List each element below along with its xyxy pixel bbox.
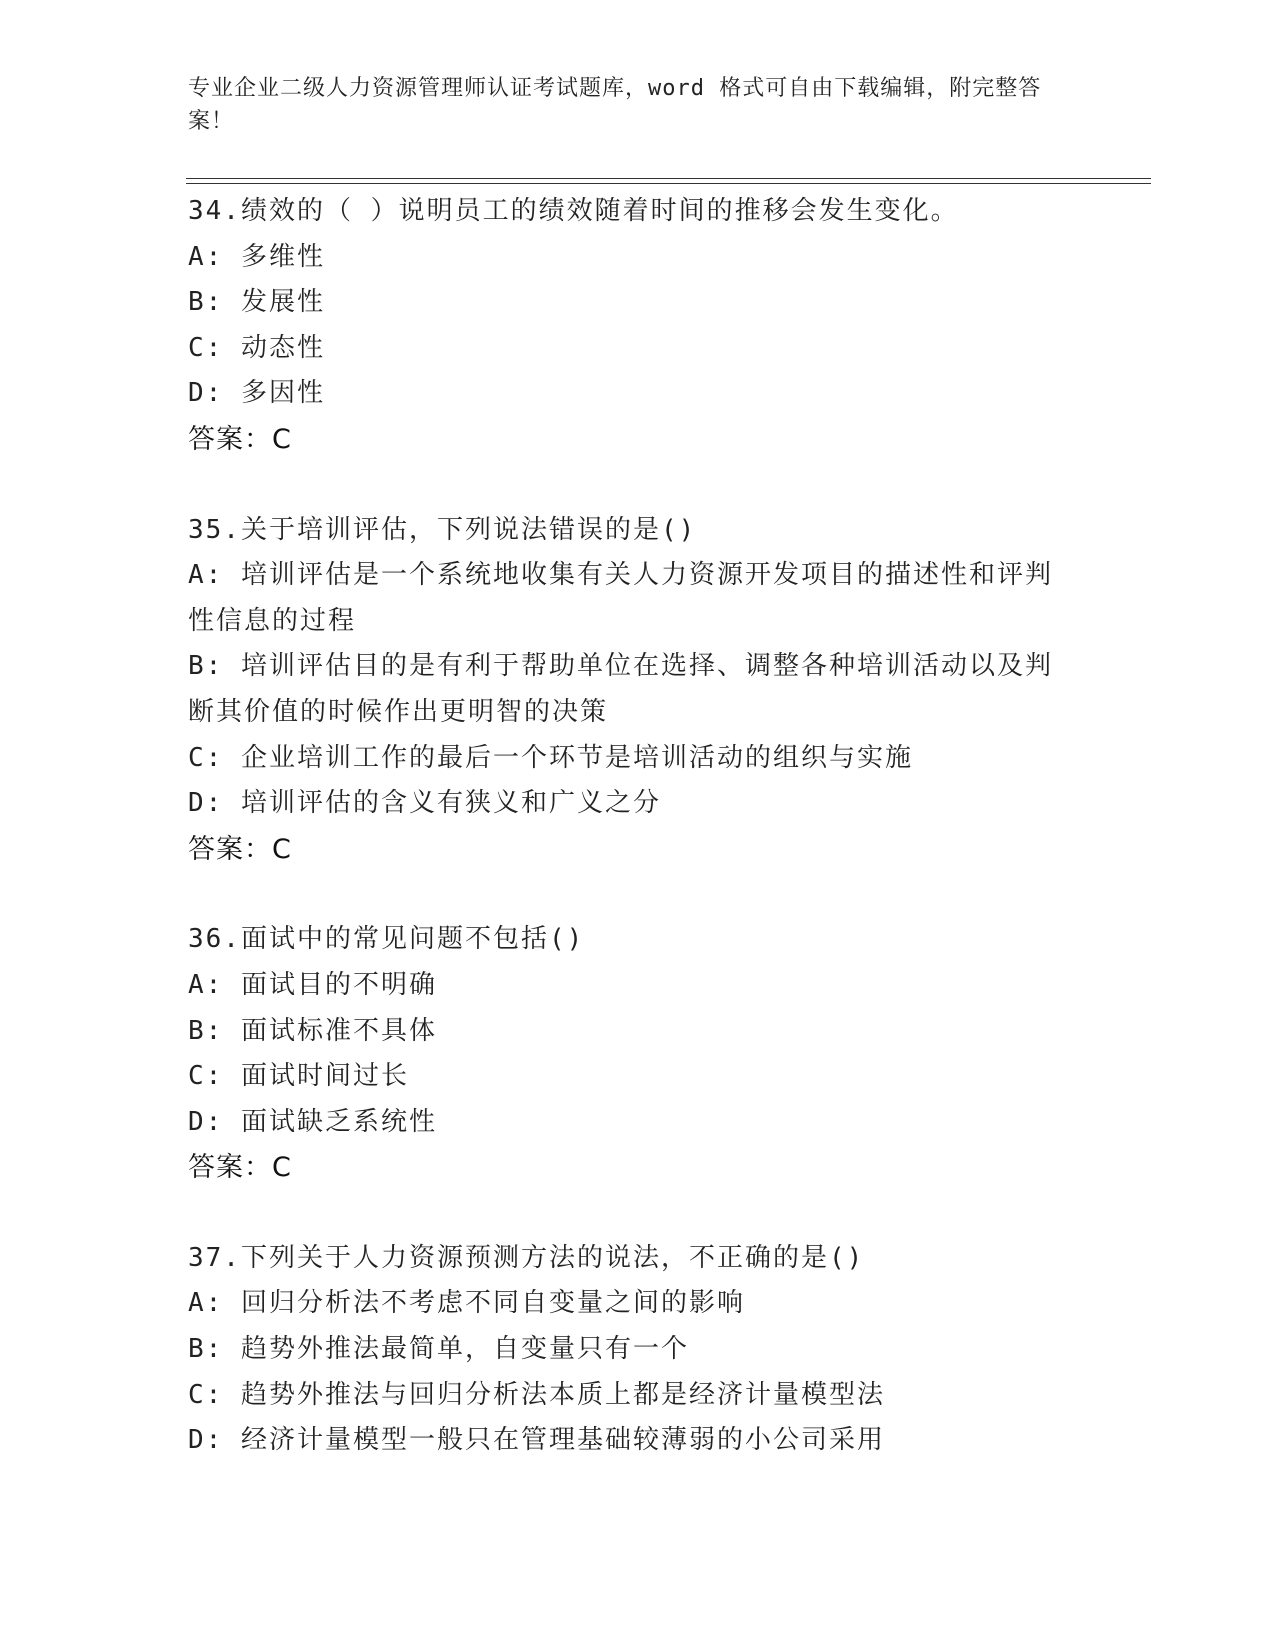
option-d: D: 经济计量模型一般只在管理基础较薄弱的小公司采用 bbox=[188, 1425, 885, 1456]
question-stem: 37.下列关于人力资源预测方法的说法，不正确的是() bbox=[188, 1242, 865, 1273]
option-c: C: 趋势外推法与回归分析法本质上都是经济计量模型法 bbox=[188, 1379, 885, 1410]
header-rule-top bbox=[186, 178, 1151, 179]
option-b: B: 发展性 bbox=[188, 287, 325, 318]
option-a: A: 面试目的不明确 bbox=[188, 969, 437, 1000]
option-c: C: 企业培训工作的最后一个环节是培训活动的组织与实施 bbox=[188, 742, 913, 773]
answer: 答案：C bbox=[188, 423, 292, 455]
question-stem: 35.关于培训评估，下列说法错误的是() bbox=[188, 514, 697, 545]
option-b: B: 面试标准不具体 bbox=[188, 1015, 437, 1046]
question-34 bbox=[188, 189, 1068, 463]
option-a: A: 回归分析法不考虑不同自变量之间的影响 bbox=[188, 1288, 745, 1319]
question-35 bbox=[188, 508, 1068, 873]
answer: 答案：C bbox=[188, 1152, 292, 1184]
option-b: B: 培训评估目的是有利于帮助单位在选择、调整各种培训活动以及判断其价值的时候作出更明智的决策 bbox=[188, 651, 1053, 727]
header-rule-bottom bbox=[186, 183, 1151, 184]
question-list bbox=[188, 189, 1068, 1509]
option-d: D: 培训评估的含义有狭义和广义之分 bbox=[188, 788, 661, 819]
question-stem: 36.面试中的常见问题不包括() bbox=[188, 924, 585, 955]
question-37 bbox=[188, 1236, 1068, 1464]
option-c: C: 面试时间过长 bbox=[188, 1061, 409, 1092]
option-a: A: 多维性 bbox=[188, 241, 325, 272]
option-b: B: 趋势外推法最简单，自变量只有一个 bbox=[188, 1334, 689, 1365]
answer: 答案：C bbox=[188, 833, 292, 865]
document-header: 专业企业二级人力资源管理师认证考试题库，word 格式可自由下载编辑，附完整答案！ bbox=[188, 76, 1042, 134]
option-c: C: 动态性 bbox=[188, 332, 325, 363]
option-d: D: 面试缺乏系统性 bbox=[188, 1106, 437, 1137]
question-36 bbox=[188, 917, 1068, 1191]
question-stem: 34.绩效的（ ）说明员工的绩效随着时间的推移会发生变化。 bbox=[188, 196, 959, 226]
option-d: D: 多因性 bbox=[188, 378, 325, 409]
option-a: A: 培训评估是一个系统地收集有关人力资源开发项目的描述性和评判性信息的过程 bbox=[188, 560, 1053, 636]
